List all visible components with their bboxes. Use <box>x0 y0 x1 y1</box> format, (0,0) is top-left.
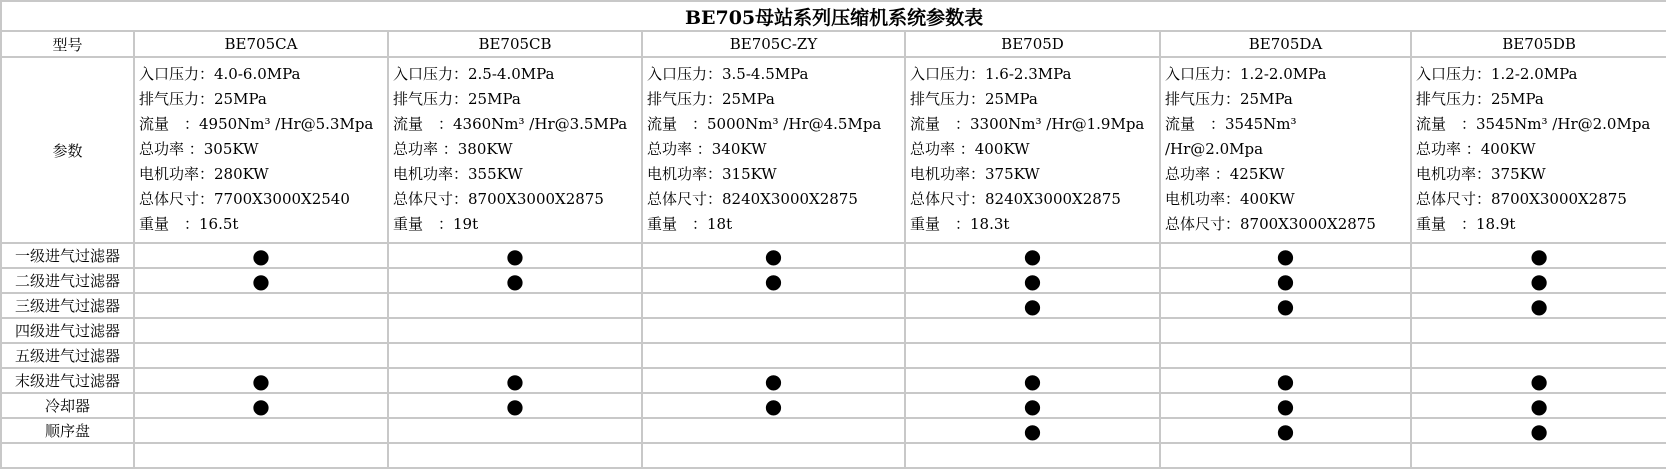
feature-empty-cell <box>642 293 905 318</box>
param-line: 电机功率：400KW <box>1165 190 1295 208</box>
feature-empty-cell <box>642 418 905 443</box>
feature-dot-icon: ● <box>388 368 642 393</box>
param-line: 总体尺寸：8700X3000X2875 <box>1416 190 1627 208</box>
feature-dot-icon: ● <box>642 393 905 418</box>
feature-dot-icon: ● <box>1160 243 1411 268</box>
params-cell <box>134 57 388 243</box>
param-line: 入口压力：4.0-6.0MPa <box>139 65 301 83</box>
feature-dot-icon: ● <box>1160 268 1411 293</box>
param-line: 入口压力：1.2-2.0MPa <box>1416 65 1578 83</box>
feature-empty-cell <box>905 343 1160 368</box>
feature-dot-icon: ● <box>642 368 905 393</box>
model-name-cell: BE705DA <box>1160 31 1411 57</box>
param-line: 总体尺寸：8240X3000X2875 <box>910 190 1121 208</box>
empty-row <box>1 443 1666 468</box>
param-line: 电机功率：375KW <box>910 165 1040 183</box>
table-title: BE705母站系列压缩机系统参数表 <box>1 1 1666 31</box>
feature-empty-cell <box>134 293 388 318</box>
feature-empty-cell <box>1411 318 1666 343</box>
param-line: 总体尺寸：8700X3000X2875 <box>1165 215 1376 233</box>
feature-empty-cell <box>134 418 388 443</box>
feature-empty-cell <box>642 318 905 343</box>
feature-empty-cell <box>388 293 642 318</box>
params-header-label: 参数 <box>1 57 134 243</box>
feature-dot-icon: ● <box>1411 268 1666 293</box>
feature-dot-icon: ● <box>1411 293 1666 318</box>
feature-empty-cell <box>134 318 388 343</box>
param-line: 流量 ：5000Nm³ /Hr@4.5Mpa <box>647 115 882 133</box>
feature-dot-icon: ● <box>1160 368 1411 393</box>
feature-row <box>1 268 1666 293</box>
param-line: 排气压力：25MPa <box>393 90 521 108</box>
empty-cell <box>905 443 1160 468</box>
params-cell <box>1160 57 1411 243</box>
param-line: 总功率 ：400KW <box>1416 140 1536 158</box>
model-header-label: 型号 <box>1 31 134 57</box>
param-line: 流量 ：3545Nm³ /Hr@2.0Mpa <box>1416 115 1651 133</box>
param-line: 排气压力：25MPa <box>910 90 1038 108</box>
param-line: 电机功率：280KW <box>139 165 269 183</box>
feature-label: 三级进气过滤器 <box>1 293 134 318</box>
empty-cell <box>1160 443 1411 468</box>
feature-dot-icon: ● <box>905 243 1160 268</box>
params-cell <box>905 57 1160 243</box>
feature-dot-icon: ● <box>905 368 1160 393</box>
param-line: 重量 ：18.9t <box>1416 215 1516 233</box>
model-name-cell: BE705CA <box>134 31 388 57</box>
param-line: /Hr@2.0Mpa <box>1165 140 1264 158</box>
feature-empty-cell <box>1160 318 1411 343</box>
empty-cell <box>1 443 134 468</box>
param-line: 总功率 ：425KW <box>1165 165 1285 183</box>
feature-dot-icon: ● <box>1160 393 1411 418</box>
empty-cell <box>642 443 905 468</box>
param-line: 流量 ：4950Nm³ /Hr@5.3Mpa <box>139 115 374 133</box>
empty-cell <box>1411 443 1666 468</box>
feature-dot-icon: ● <box>642 268 905 293</box>
model-header-row <box>1 31 1666 57</box>
param-line: 排气压力：25MPa <box>139 90 267 108</box>
model-name-cell: BE705D <box>905 31 1160 57</box>
feature-empty-cell <box>642 343 905 368</box>
feature-dot-icon: ● <box>1160 293 1411 318</box>
feature-dot-icon: ● <box>642 243 905 268</box>
feature-dot-icon: ● <box>1411 393 1666 418</box>
param-line: 重量 ：18.3t <box>910 215 1010 233</box>
param-line: 入口压力：2.5-4.0MPa <box>393 65 555 83</box>
feature-dot-icon: ● <box>134 243 388 268</box>
param-line: 入口压力：3.5-4.5MPa <box>647 65 809 83</box>
model-name-cell: BE705CB <box>388 31 642 57</box>
feature-dot-icon: ● <box>388 268 642 293</box>
param-line: 流量 ：4360Nm³ /Hr@3.5MPa <box>393 115 628 133</box>
feature-empty-cell <box>1160 343 1411 368</box>
param-line: 流量 ：3300Nm³ /Hr@1.9Mpa <box>910 115 1145 133</box>
feature-row <box>1 318 1666 343</box>
feature-row <box>1 393 1666 418</box>
feature-empty-cell <box>388 343 642 368</box>
param-line: 总功率 ：305KW <box>139 140 259 158</box>
param-line: 总体尺寸：8240X3000X2875 <box>647 190 858 208</box>
empty-cell <box>388 443 642 468</box>
param-line: 排气压力：25MPa <box>1416 90 1544 108</box>
title-row <box>1 1 1666 31</box>
param-line: 总功率 ：340KW <box>647 140 767 158</box>
param-line: 重量 ：16.5t <box>139 215 239 233</box>
feature-empty-cell <box>388 418 642 443</box>
feature-dot-icon: ● <box>905 393 1160 418</box>
feature-empty-cell <box>134 343 388 368</box>
param-line: 总体尺寸：8700X3000X2875 <box>393 190 604 208</box>
feature-label: 四级进气过滤器 <box>1 318 134 343</box>
feature-dot-icon: ● <box>134 368 388 393</box>
param-line: 总体尺寸：7700X3000X2540 <box>139 190 350 208</box>
param-line: 排气压力：25MPa <box>1165 90 1293 108</box>
empty-cell <box>134 443 388 468</box>
params-cell <box>642 57 905 243</box>
feature-dot-icon: ● <box>905 418 1160 443</box>
feature-dot-icon: ● <box>388 393 642 418</box>
model-name-cell: BE705DB <box>1411 31 1666 57</box>
param-line: 入口压力：1.6-2.3MPa <box>910 65 1072 83</box>
feature-label: 二级进气过滤器 <box>1 268 134 293</box>
param-line: 总功率 ：400KW <box>910 140 1030 158</box>
param-line: 重量 ：19t <box>393 215 479 233</box>
param-line: 流量 ：3545Nm³ <box>1165 115 1297 133</box>
params-row <box>1 57 1666 243</box>
feature-empty-cell <box>388 318 642 343</box>
param-line: 电机功率：375KW <box>1416 165 1546 183</box>
feature-row <box>1 418 1666 443</box>
feature-label: 五级进气过滤器 <box>1 343 134 368</box>
feature-dot-icon: ● <box>1160 418 1411 443</box>
feature-row <box>1 343 1666 368</box>
feature-label: 冷却器 <box>1 393 134 418</box>
param-line: 总功率 ：380KW <box>393 140 513 158</box>
feature-label: 末级进气过滤器 <box>1 368 134 393</box>
param-line: 重量 ：18t <box>647 215 733 233</box>
feature-label: 顺序盘 <box>1 418 134 443</box>
param-line: 排气压力：25MPa <box>647 90 775 108</box>
feature-empty-cell <box>1411 343 1666 368</box>
feature-dot-icon: ● <box>905 268 1160 293</box>
feature-dot-icon: ● <box>905 293 1160 318</box>
param-line: 电机功率：315KW <box>647 165 777 183</box>
param-line: 入口压力：1.2-2.0MPa <box>1165 65 1327 83</box>
params-cell <box>1411 57 1666 243</box>
feature-dot-icon: ● <box>134 268 388 293</box>
params-cell <box>388 57 642 243</box>
feature-dot-icon: ● <box>1411 368 1666 393</box>
feature-dot-icon: ● <box>1411 243 1666 268</box>
model-name-cell: BE705C-ZY <box>642 31 905 57</box>
feature-row <box>1 293 1666 318</box>
feature-empty-cell <box>905 318 1160 343</box>
param-line: 电机功率：355KW <box>393 165 523 183</box>
feature-row <box>1 368 1666 393</box>
feature-label: 一级进气过滤器 <box>1 243 134 268</box>
feature-dot-icon: ● <box>1411 418 1666 443</box>
feature-row <box>1 243 1666 268</box>
feature-dot-icon: ● <box>134 393 388 418</box>
feature-dot-icon: ● <box>388 243 642 268</box>
